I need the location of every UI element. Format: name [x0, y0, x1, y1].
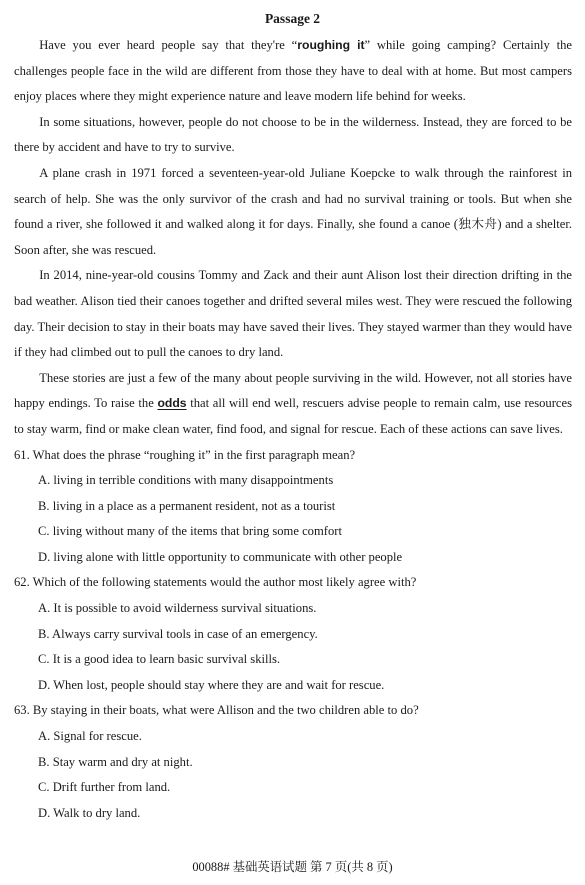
question-62-option-d: D. When lost, people should stay where they are and wait for rescue.: [38, 677, 385, 692]
paragraph-5: [14, 366, 572, 443]
question-61-option-b: B. living in a place as a permanent resident, not as a tourist: [38, 498, 336, 513]
paragraph-1-before: Have you ever heard people say that they're “: [39, 38, 298, 52]
paragraph-2: In some situations, however, people do not choose to be in the wilderness. Instead, they are forced to be there by accident and have to try to survive.: [14, 114, 572, 155]
question-62-option-c: C. It is a good idea to learn basic survival skills.: [38, 652, 281, 667]
paragraph-5-before: These stories are just a few of the many about people surviving in the wild. However, not all stories have happy endings. To raise the: [14, 370, 572, 411]
question-61-option-c: C. living without many of the items that bring some comfort: [38, 524, 342, 539]
page-footer: 00088# 基础英语试题 第 7 页(共 8 页): [192, 860, 393, 874]
paragraph-3: A plane crash in 1971 forced a seventeen-year-old Juliane Koepcke to walk through the rainforest in search of help. She was the only survivor of the crash and had no survival training or tools. But when she found a river, she followed it and walked along it for days. Finally, she found a canoe (独木舟) and a shelter. Soon after, she was rescued.: [14, 165, 572, 257]
phrase-roughing-it: roughing it: [297, 38, 365, 52]
question-61-option-a: A. living in terrible conditions with many disappointments: [38, 473, 334, 488]
question-63-option-d: D. Walk to dry land.: [38, 805, 141, 820]
question-63-option-c: C. Drift further from land.: [38, 780, 171, 795]
passage-title: Passage 2: [264, 11, 321, 26]
question-62-option-a: A. It is possible to avoid wilderness survival situations.: [38, 601, 317, 616]
question-63-option-a: A. Signal for rescue.: [38, 729, 142, 744]
question-62-stem: 62. Which of the following statements would the author most likely agree with?: [14, 575, 417, 590]
question-61-stem: 61. What does the phrase “roughing it” in the first paragraph mean?: [14, 447, 356, 462]
passage-body: [14, 33, 572, 826]
question-63-option-b: B. Stay warm and dry at night.: [38, 754, 193, 769]
paragraph-5-after: that all will end well, rescuers advise people to remain calm, use resources to stay warm, find or make clean water, find food, and signal for rescue. Each of these actions can save lives.: [14, 396, 573, 436]
paragraph-1-after: ” while going camping? Certainly the challenges people face in the wild are different from those they have to deal with at home. But most campers enjoy places where they might experience nature and leave modern life behind for weeks.: [14, 38, 572, 104]
question-61-option-d: D. living alone with little opportunity to communicate with other people: [38, 549, 403, 564]
paragraph-4: In 2014, nine-year-old cousins Tommy and Zack and their aunt Alison lost their direction drifting in the bad weather. Alison tied their canoes together and drifted several miles west. They were rescued the following day. Their decision to stay in their boats may have saved their lives. They stayed warmer than they would have if they had climbed out to pull the canoes to dry land.: [14, 268, 572, 360]
paragraph-1: [14, 33, 572, 110]
word-odds: odds: [157, 396, 187, 411]
question-63-stem: 63. By staying in their boats, what were Allison and the two children able to do?: [14, 703, 419, 718]
question-62-option-b: B. Always carry survival tools in case of an emergency.: [38, 626, 318, 641]
